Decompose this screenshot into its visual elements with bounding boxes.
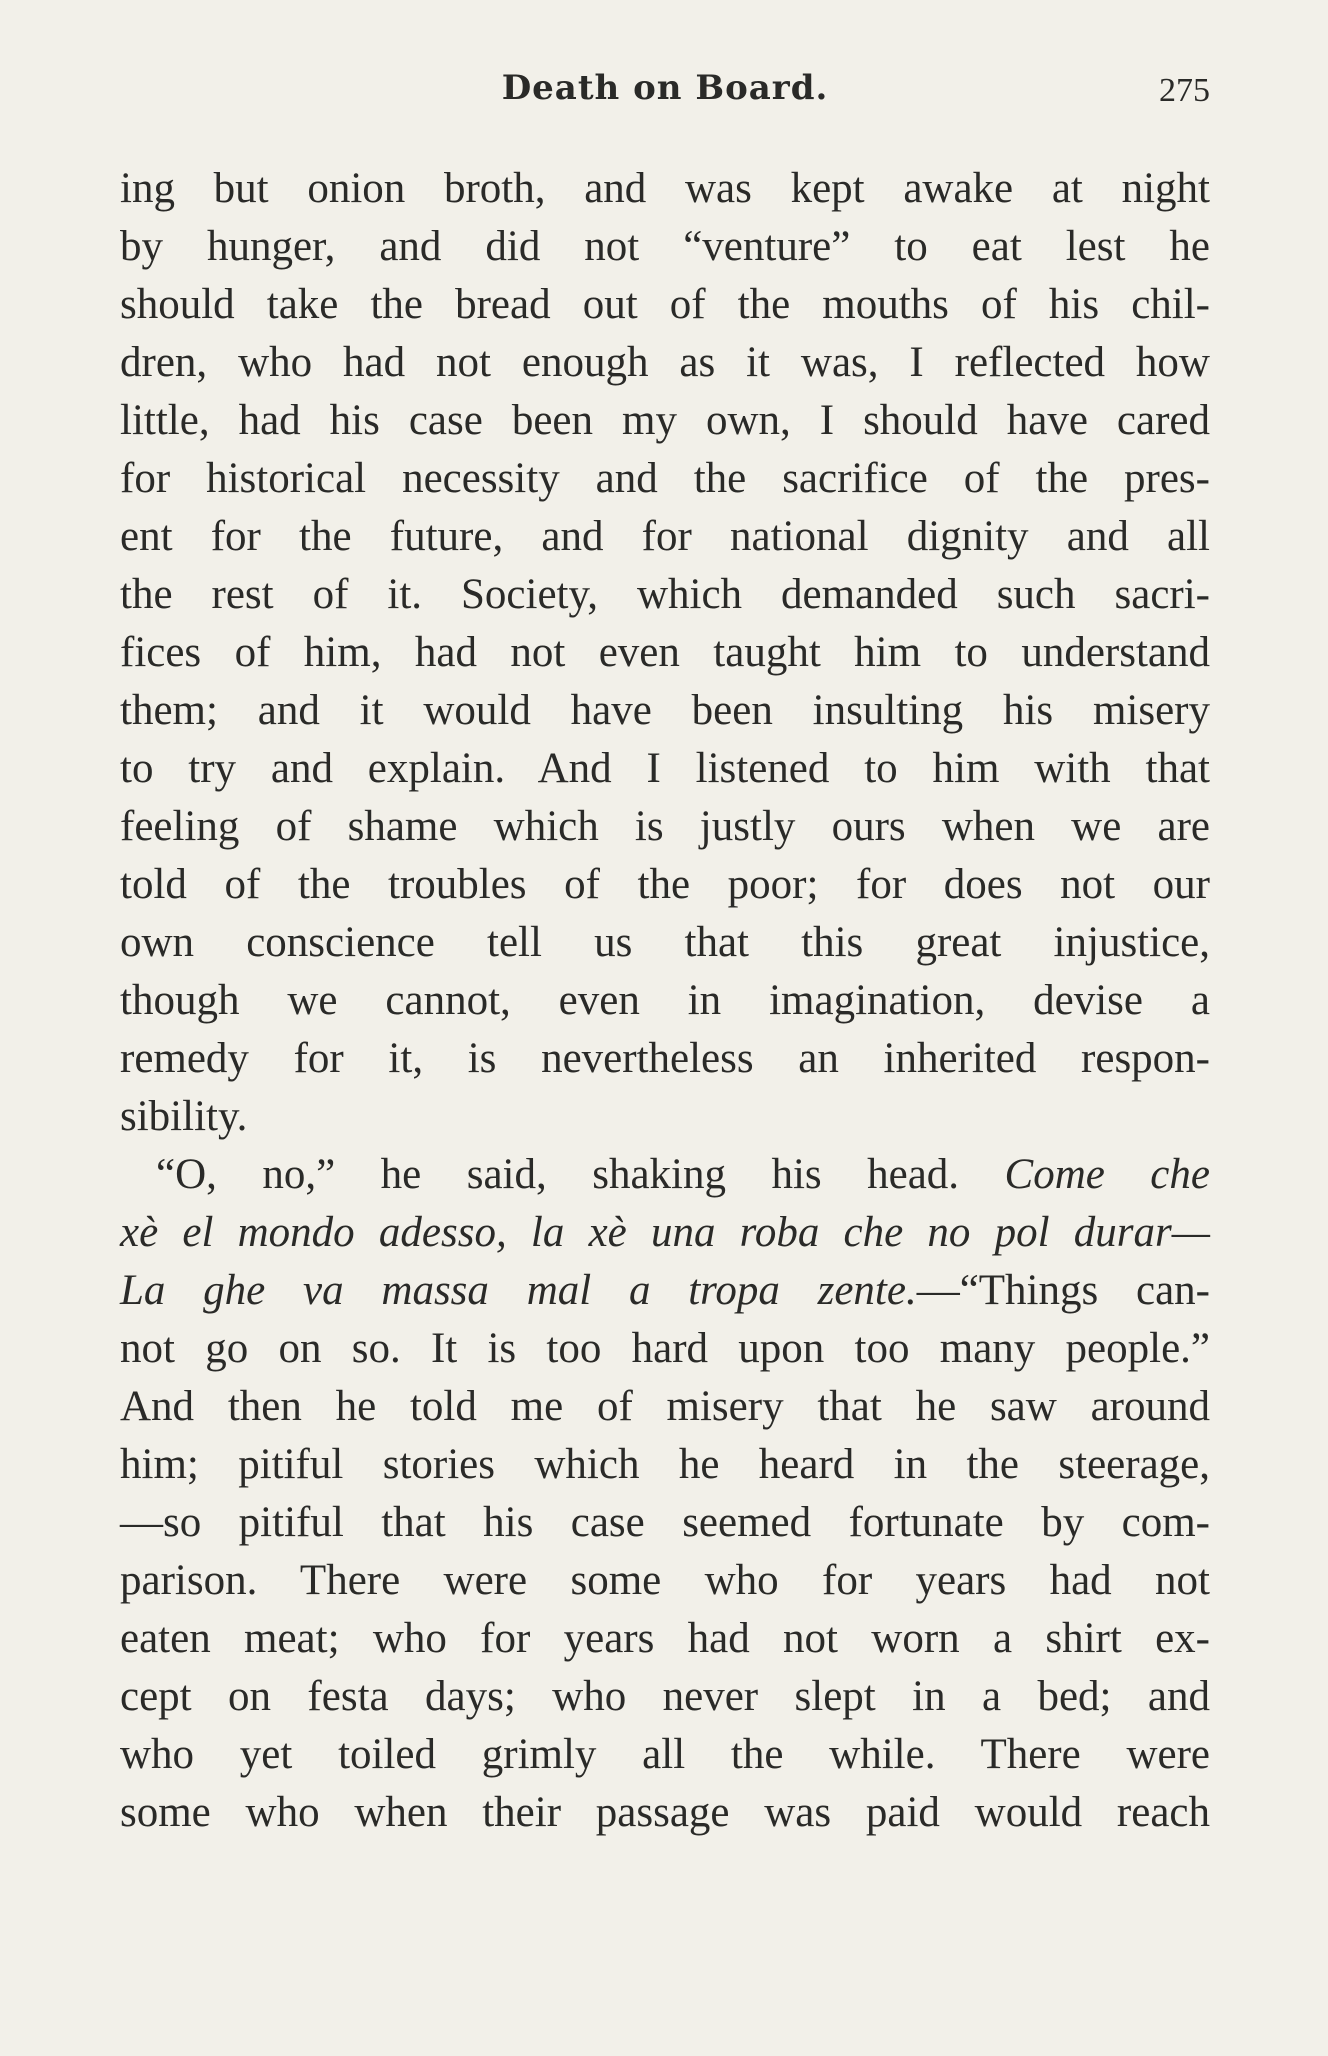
text-run: parison. There were some who for years had not — [120, 1557, 1210, 1604]
text-run: dren, who had not enough as it was, I reflected how — [120, 339, 1210, 386]
text-line — [120, 508, 1210, 566]
text-run: ent for the future, and for national dignity and all — [120, 513, 1210, 560]
text-run: the rest of it. Society, which demanded such sacri- — [120, 571, 1210, 618]
text-line — [120, 1088, 1210, 1146]
text-run: to try and explain. And I listened to him with that — [120, 745, 1210, 792]
text-run: fices of him, had not even taught him to understand — [120, 629, 1210, 676]
text-run: not go on so. It is too hard upon too many people.” — [120, 1325, 1210, 1372]
text-run: for historical necessity and the sacrifice of the pres- — [120, 455, 1210, 502]
text-line — [120, 1436, 1210, 1494]
text-line — [120, 1494, 1210, 1552]
text-line — [120, 1610, 1210, 1668]
text-run: cept on festa days; who never slept in a bed; and — [120, 1673, 1210, 1720]
text-line — [120, 1204, 1210, 1262]
text-line — [120, 972, 1210, 1030]
text-run: little, had his case been my own, I should have cared — [120, 397, 1210, 444]
text-line — [120, 334, 1210, 392]
text-run: them; and it would have been insulting his misery — [120, 687, 1210, 734]
text-line — [120, 218, 1210, 276]
text-line — [120, 682, 1210, 740]
text-line — [120, 450, 1210, 508]
text-run: told of the troubles of the poor; for does not our — [120, 861, 1210, 908]
text-line — [120, 798, 1210, 856]
text-run: sibility. — [120, 1093, 248, 1140]
italic-text: Come che — [1004, 1151, 1210, 1198]
text-line — [120, 160, 1210, 218]
text-run: —“Things can- — [916, 1267, 1210, 1314]
italic-text: La ghe va massa mal a tropa zente. — [120, 1267, 917, 1314]
text-line — [120, 276, 1210, 334]
text-line — [120, 1030, 1210, 1088]
text-line — [120, 1784, 1210, 1842]
text-run: who yet toiled grimly all the while. There were — [120, 1731, 1210, 1778]
text-run: some who when their passage was paid would reach — [120, 1789, 1210, 1836]
text-run: ing but onion broth, and was kept awake at night — [120, 165, 1210, 212]
running-title: Death on Board. — [501, 68, 829, 108]
text-run: own conscience tell us that this great injustice, — [120, 919, 1210, 966]
italic-text: xè el mondo adesso, la xè una roba che no pol durar— — [120, 1209, 1210, 1256]
text-run: feeling of shame which is justly ours when we are — [120, 803, 1210, 850]
text-run: —so pitiful that his case seemed fortunate by com- — [120, 1499, 1210, 1546]
body-text — [120, 160, 1210, 1842]
text-line — [120, 1146, 1210, 1204]
text-run: remedy for it, is nevertheless an inherited respon- — [120, 1035, 1210, 1082]
running-head — [120, 62, 1210, 122]
text-line — [120, 856, 1210, 914]
text-run: should take the bread out of the mouths of his chil- — [120, 281, 1210, 328]
text-line — [120, 624, 1210, 682]
text-run: And then he told me of misery that he saw around — [120, 1383, 1210, 1430]
text-line — [120, 1726, 1210, 1784]
text-run: by hunger, and did not “venture” to eat lest he — [120, 223, 1210, 270]
text-line — [120, 1552, 1210, 1610]
text-line — [120, 566, 1210, 624]
text-run: though we cannot, even in imagination, devise a — [120, 977, 1210, 1024]
text-run: him; pitiful stories which he heard in the steerage, — [120, 1441, 1210, 1488]
text-line — [120, 1262, 1210, 1320]
text-line — [120, 392, 1210, 450]
text-line — [120, 1378, 1210, 1436]
text-line — [120, 1668, 1210, 1726]
text-line — [120, 914, 1210, 972]
page-number: 275 — [1159, 72, 1210, 109]
text-run: “O, no,” he said, shaking his head. — [156, 1151, 1005, 1198]
text-line — [120, 740, 1210, 798]
text-run: eaten meat; who for years had not worn a shirt ex- — [120, 1615, 1210, 1662]
text-line — [120, 1320, 1210, 1378]
